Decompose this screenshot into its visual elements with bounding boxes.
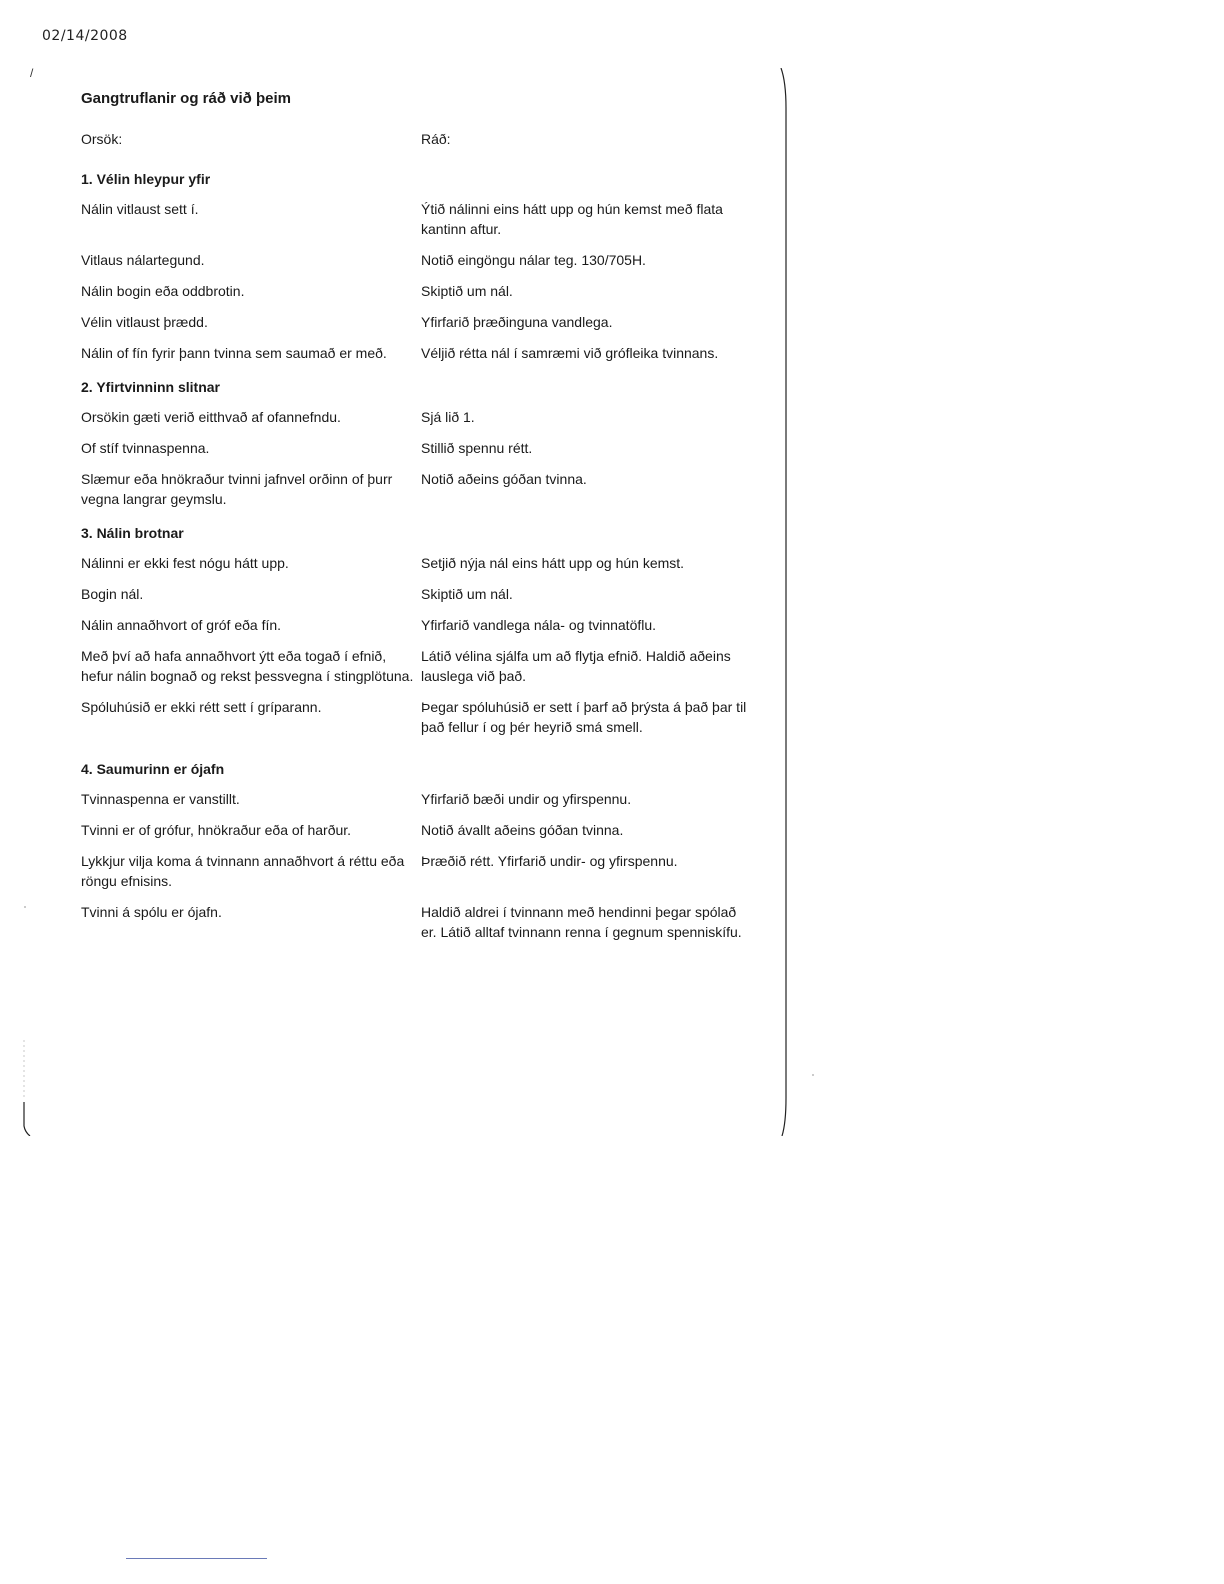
right-bracket-line [780,68,790,1136]
remedy-text: Skiptið um nál. [421,283,513,299]
troubleshooting-document [81,90,781,956]
list-item [81,851,781,891]
list-item [81,646,781,686]
section-4 [81,759,781,942]
list-item [81,199,781,239]
remedy-text: Setjið nýja nál eins hátt upp og hún kemst. [421,555,685,571]
left-bracket-line [20,1040,32,1136]
document-title: Gangtruflanir og ráð við þeim [81,90,292,107]
list-item [81,407,781,427]
list-item [81,553,781,573]
cause-text: Nálin of fín fyrir þann tvinna sem saumað er með. [81,345,387,361]
fax-date: 02/14/2008 [42,28,128,44]
cause-text: Tvinnaspenna er vanstillt. [81,791,240,807]
section-title: 1. Vélin hleypur yfir [81,171,211,187]
list-item [81,697,781,737]
cause-text: Tvinni er of grófur, hnökraður eða of harður. [81,822,352,838]
cause-text: Bogin nál. [81,586,144,602]
remedy-text: Notið ávallt aðeins góðan tvinna. [421,822,624,838]
cause-text: Nálinni er ekki fest nógu hátt upp. [81,555,289,571]
list-item [81,469,781,509]
bottom-rule [126,1558,267,1559]
remedy-text: Stillið spennu rétt. [421,440,533,456]
section-title: 2. Yfirtvinninn slitnar [81,379,220,395]
column-headers [81,129,781,149]
cause-text: Of stíf tvinnaspenna. [81,440,210,456]
remedy-text: Yfirfarið vandlega nála- og tvinnatöflu. [421,617,657,633]
list-item [81,789,781,809]
list-item [81,250,781,270]
remedy-text: Skiptið um nál. [421,586,513,602]
list-item [81,281,781,301]
section-title: 3. Nálin brotnar [81,525,184,541]
remedy-text: Þræðið rétt. Yfirfarið undir- og yfirspennu. [421,853,678,869]
cause-header: Orsök: [81,131,123,147]
list-item [81,615,781,635]
remedy-text: Ýtið nálinni eins hátt upp og hún kemst með flata kantinn aftur. [421,201,723,237]
cause-text: Slæmur eða hnökraður tvinni jafnvel orðinn of þurr vegna langrar geymslu. [81,471,393,507]
section-title: 4. Saumurinn er ójafn [81,761,225,777]
remedy-text: Látið vélina sjálfa um að flytja efnið. Haldið aðeins lauslega við það. [421,648,731,684]
cause-text: Vitlaus nálartegund. [81,252,205,268]
list-item [81,902,781,942]
scan-mark: / [30,66,34,80]
list-item [81,312,781,332]
section-1 [81,169,781,363]
cause-text: Nálin bogin eða oddbrotin. [81,283,245,299]
remedy-header: Ráð: [421,131,451,147]
remedy-text: Notið eingöngu nálar teg. 130/705H. [421,252,646,268]
cause-text: Tvinni á spólu er ójafn. [81,904,222,920]
list-item [81,820,781,840]
section-2 [81,377,781,509]
scan-speck [24,906,26,908]
cause-text: Spóluhúsið er ekki rétt sett í gríparann. [81,699,322,715]
scan-speck [812,1074,814,1076]
list-item [81,438,781,458]
cause-text: Orsökin gæti verið eitthvað af ofannefndu. [81,409,341,425]
cause-text: Nálin vitlaust sett í. [81,201,199,217]
remedy-text: Haldið aldrei í tvinnann með hendinni þegar spólað er. Látið alltaf tvinnann renna í gegnum spenniskífu. [421,904,742,940]
remedy-text: Notið aðeins góðan tvinna. [421,471,587,487]
section-3 [81,523,781,737]
cause-text: Vélin vitlaust þrædd. [81,314,208,330]
remedy-text: Sjá lið 1. [421,409,475,425]
remedy-text: Yfirfarið bæði undir og yfirspennu. [421,791,632,807]
remedy-text: Þegar spóluhúsið er sett í þarf að þrýsta á það þar til það fellur í og þér heyrið smá smell. [421,699,747,735]
cause-text: Með því að hafa annaðhvort ýtt eða togað í efnið, hefur nálin bognað og rekst þessvegna í stingplötuna. [81,648,414,684]
remedy-text: Véljið rétta nál í samræmi við grófleika tvinnans. [421,345,719,361]
list-item [81,343,781,363]
cause-text: Lykkjur vilja koma á tvinnann annaðhvort á réttu eða röngu efnisins. [81,853,405,889]
list-item [81,584,781,604]
cause-text: Nálin annaðhvort of gróf eða fín. [81,617,282,633]
remedy-text: Yfirfarið þræðinguna vandlega. [421,314,613,330]
